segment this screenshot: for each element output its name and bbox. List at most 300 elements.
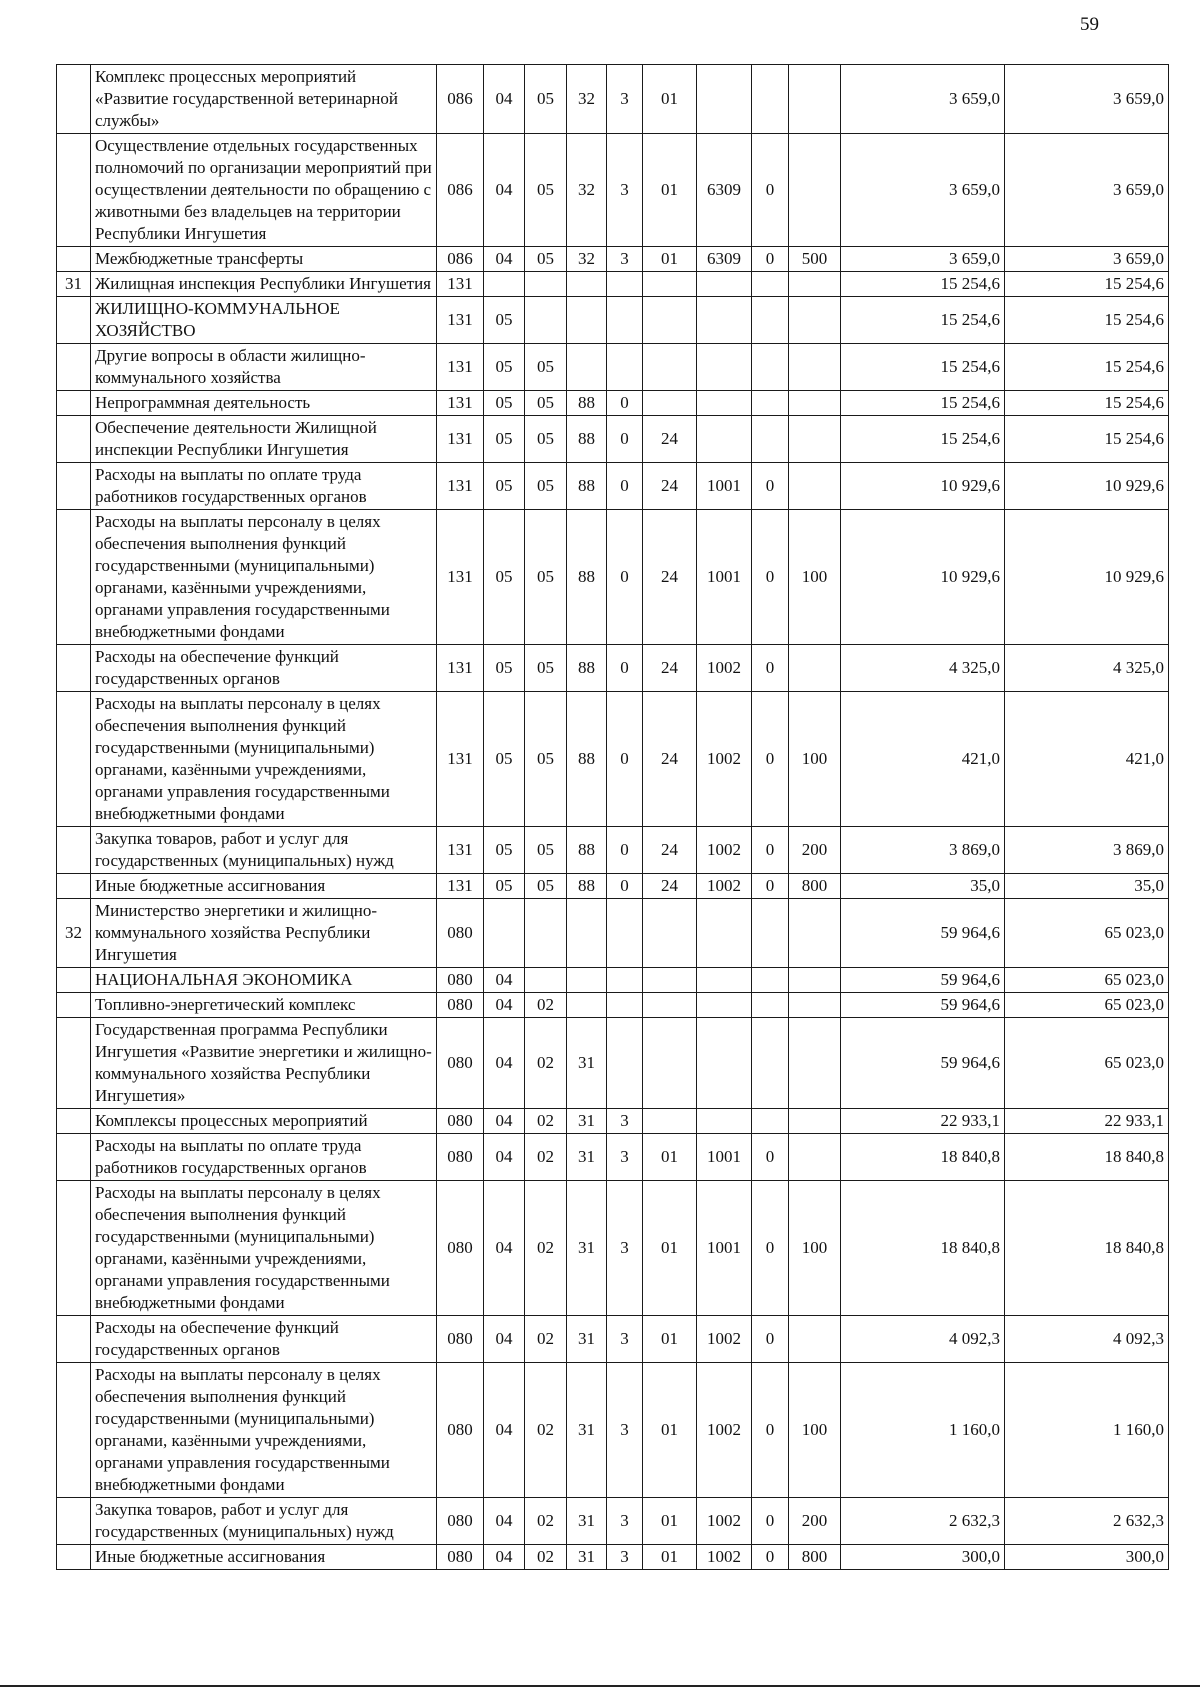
code-program: 31 xyxy=(567,1134,607,1181)
row-number xyxy=(57,463,91,510)
code-ministry: 131 xyxy=(437,297,484,344)
code-subcode xyxy=(752,899,789,968)
code-section: 05 xyxy=(484,391,525,416)
code-type: 0 xyxy=(607,416,643,463)
code-program: 31 xyxy=(567,1316,607,1363)
code-expense: 1001 xyxy=(697,510,752,645)
code-subsection: 02 xyxy=(525,1316,567,1363)
code-section: 05 xyxy=(484,827,525,874)
row-name: Обеспечение деятельности Жилищной инспекции Республики Ингушетия xyxy=(91,416,437,463)
code-direction xyxy=(643,272,697,297)
amount-year2: 18 840,8 xyxy=(1005,1181,1169,1316)
code-kind: 800 xyxy=(789,1545,841,1570)
row-number xyxy=(57,1498,91,1545)
code-ministry: 080 xyxy=(437,1545,484,1570)
code-subsection: 02 xyxy=(525,1545,567,1570)
code-kind: 200 xyxy=(789,827,841,874)
code-subcode xyxy=(752,297,789,344)
code-direction: 01 xyxy=(643,134,697,247)
code-expense: 1002 xyxy=(697,1498,752,1545)
code-ministry: 131 xyxy=(437,510,484,645)
amount-year2: 22 933,1 xyxy=(1005,1109,1169,1134)
table-row xyxy=(57,344,1169,391)
row-number xyxy=(57,391,91,416)
code-expense xyxy=(697,1018,752,1109)
table-row xyxy=(57,247,1169,272)
row-name: Другие вопросы в области жилищно-коммунального хозяйства xyxy=(91,344,437,391)
code-section: 05 xyxy=(484,463,525,510)
code-kind: 100 xyxy=(789,1363,841,1498)
code-program xyxy=(567,344,607,391)
row-name: Государственная программа Республики Ингушетия «Развитие энергетики и жилищно-коммунального хозяйства Республики Ингушетия» xyxy=(91,1018,437,1109)
amount-year2: 2 632,3 xyxy=(1005,1498,1169,1545)
code-subsection: 05 xyxy=(525,247,567,272)
code-kind xyxy=(789,134,841,247)
table-row xyxy=(57,1363,1169,1498)
code-kind: 800 xyxy=(789,874,841,899)
code-kind: 100 xyxy=(789,692,841,827)
table-row xyxy=(57,463,1169,510)
code-kind xyxy=(789,416,841,463)
table-row xyxy=(57,1545,1169,1570)
code-kind xyxy=(789,993,841,1018)
table-row xyxy=(57,272,1169,297)
code-type: 3 xyxy=(607,1316,643,1363)
code-ministry: 086 xyxy=(437,134,484,247)
code-kind xyxy=(789,968,841,993)
row-name: Непрограммная деятельность xyxy=(91,391,437,416)
row-name: Расходы на выплаты персоналу в целях обеспечения выполнения функций государственными (муниципальными) органами, казёнными учреждениями, органами управления государственными внебюджетными фондами xyxy=(91,692,437,827)
code-direction: 24 xyxy=(643,874,697,899)
row-name: НАЦИОНАЛЬНАЯ ЭКОНОМИКА xyxy=(91,968,437,993)
amount-year1: 4 092,3 xyxy=(841,1316,1005,1363)
code-section: 05 xyxy=(484,344,525,391)
code-section: 04 xyxy=(484,1545,525,1570)
code-expense xyxy=(697,344,752,391)
code-section: 04 xyxy=(484,968,525,993)
amount-year1: 3 659,0 xyxy=(841,247,1005,272)
code-expense xyxy=(697,899,752,968)
code-ministry: 131 xyxy=(437,874,484,899)
code-direction: 01 xyxy=(643,1316,697,1363)
amount-year2: 18 840,8 xyxy=(1005,1134,1169,1181)
amount-year2: 4 325,0 xyxy=(1005,645,1169,692)
code-kind xyxy=(789,645,841,692)
table-row xyxy=(57,1134,1169,1181)
table-row xyxy=(57,1181,1169,1316)
table-row xyxy=(57,1316,1169,1363)
code-subcode xyxy=(752,1018,789,1109)
code-ministry: 080 xyxy=(437,899,484,968)
row-number xyxy=(57,692,91,827)
code-type: 0 xyxy=(607,827,643,874)
code-subcode xyxy=(752,344,789,391)
code-subcode xyxy=(752,993,789,1018)
code-expense: 1002 xyxy=(697,874,752,899)
code-type: 0 xyxy=(607,874,643,899)
code-type: 3 xyxy=(607,65,643,134)
code-expense: 1001 xyxy=(697,1181,752,1316)
amount-year1: 15 254,6 xyxy=(841,272,1005,297)
amount-year1: 10 929,6 xyxy=(841,510,1005,645)
code-ministry: 080 xyxy=(437,1363,484,1498)
row-number xyxy=(57,1181,91,1316)
code-ministry: 080 xyxy=(437,968,484,993)
code-type: 3 xyxy=(607,1498,643,1545)
code-subsection: 05 xyxy=(525,463,567,510)
code-ministry: 131 xyxy=(437,692,484,827)
code-ministry: 080 xyxy=(437,1498,484,1545)
code-program: 88 xyxy=(567,874,607,899)
code-subcode: 0 xyxy=(752,510,789,645)
table-row xyxy=(57,827,1169,874)
code-program: 31 xyxy=(567,1545,607,1570)
page-number: 59 xyxy=(1080,14,1099,35)
row-name: Расходы на выплаты персоналу в целях обеспечения выполнения функций государственными (муниципальными) органами, казёнными учреждениями, органами управления государственными внебюджетными фондами xyxy=(91,1181,437,1316)
amount-year1: 59 964,6 xyxy=(841,968,1005,993)
code-ministry: 131 xyxy=(437,827,484,874)
code-section: 04 xyxy=(484,134,525,247)
code-kind xyxy=(789,344,841,391)
amount-year1: 2 632,3 xyxy=(841,1498,1005,1545)
amount-year1: 421,0 xyxy=(841,692,1005,827)
amount-year2: 3 659,0 xyxy=(1005,134,1169,247)
code-type: 3 xyxy=(607,1134,643,1181)
code-type: 3 xyxy=(607,247,643,272)
code-subcode: 0 xyxy=(752,247,789,272)
code-section: 04 xyxy=(484,1498,525,1545)
code-expense xyxy=(697,416,752,463)
code-ministry: 131 xyxy=(437,272,484,297)
amount-year2: 65 023,0 xyxy=(1005,968,1169,993)
code-section xyxy=(484,899,525,968)
code-kind xyxy=(789,272,841,297)
code-ministry: 080 xyxy=(437,1109,484,1134)
row-name: Топливно-энергетический комплекс xyxy=(91,993,437,1018)
code-subcode: 0 xyxy=(752,692,789,827)
amount-year1: 300,0 xyxy=(841,1545,1005,1570)
code-program: 32 xyxy=(567,134,607,247)
code-subsection xyxy=(525,297,567,344)
code-expense xyxy=(697,391,752,416)
code-type: 3 xyxy=(607,1109,643,1134)
code-type: 3 xyxy=(607,1545,643,1570)
row-number xyxy=(57,416,91,463)
code-type xyxy=(607,272,643,297)
amount-year1: 15 254,6 xyxy=(841,297,1005,344)
amount-year1: 18 840,8 xyxy=(841,1134,1005,1181)
amount-year2: 3 659,0 xyxy=(1005,247,1169,272)
code-direction xyxy=(643,968,697,993)
code-ministry: 086 xyxy=(437,247,484,272)
code-subcode: 0 xyxy=(752,645,789,692)
row-name: Расходы на выплаты по оплате труда работников государственных органов xyxy=(91,463,437,510)
code-program: 88 xyxy=(567,416,607,463)
code-direction xyxy=(643,993,697,1018)
row-number xyxy=(57,968,91,993)
code-direction: 24 xyxy=(643,692,697,827)
row-number xyxy=(57,993,91,1018)
amount-year2: 3 659,0 xyxy=(1005,65,1169,134)
code-type: 3 xyxy=(607,1363,643,1498)
code-subsection: 05 xyxy=(525,416,567,463)
code-ministry: 131 xyxy=(437,645,484,692)
amount-year2: 35,0 xyxy=(1005,874,1169,899)
amount-year1: 1 160,0 xyxy=(841,1363,1005,1498)
code-ministry: 080 xyxy=(437,1181,484,1316)
code-program: 88 xyxy=(567,692,607,827)
table-row xyxy=(57,874,1169,899)
code-section: 05 xyxy=(484,645,525,692)
code-subsection: 05 xyxy=(525,344,567,391)
row-number xyxy=(57,827,91,874)
row-number xyxy=(57,874,91,899)
amount-year1: 3 659,0 xyxy=(841,65,1005,134)
amount-year2: 4 092,3 xyxy=(1005,1316,1169,1363)
budget-table-body xyxy=(57,65,1169,1570)
row-name: Расходы на обеспечение функций государственных органов xyxy=(91,645,437,692)
code-subcode: 0 xyxy=(752,1181,789,1316)
code-kind xyxy=(789,297,841,344)
code-ministry: 131 xyxy=(437,416,484,463)
row-name: Расходы на обеспечение функций государственных органов xyxy=(91,1316,437,1363)
table-row xyxy=(57,510,1169,645)
code-kind: 100 xyxy=(789,1181,841,1316)
amount-year1: 59 964,6 xyxy=(841,1018,1005,1109)
row-number: 31 xyxy=(57,272,91,297)
code-expense: 6309 xyxy=(697,247,752,272)
amount-year1: 10 929,6 xyxy=(841,463,1005,510)
code-section: 04 xyxy=(484,1018,525,1109)
code-subsection: 02 xyxy=(525,993,567,1018)
code-subsection: 05 xyxy=(525,510,567,645)
row-name: Министерство энергетики и жилищно-коммунального хозяйства Республики Ингушетия xyxy=(91,899,437,968)
scan-edge-line xyxy=(0,1685,1200,1687)
code-subcode: 0 xyxy=(752,463,789,510)
amount-year2: 3 869,0 xyxy=(1005,827,1169,874)
code-program: 88 xyxy=(567,510,607,645)
code-program: 32 xyxy=(567,247,607,272)
amount-year1: 18 840,8 xyxy=(841,1181,1005,1316)
code-kind: 500 xyxy=(789,247,841,272)
row-number xyxy=(57,1018,91,1109)
amount-year1: 3 659,0 xyxy=(841,134,1005,247)
code-subcode xyxy=(752,65,789,134)
code-expense xyxy=(697,65,752,134)
code-subcode: 0 xyxy=(752,1316,789,1363)
code-type: 0 xyxy=(607,510,643,645)
table-row xyxy=(57,968,1169,993)
code-expense xyxy=(697,1109,752,1134)
amount-year2: 15 254,6 xyxy=(1005,344,1169,391)
code-section: 05 xyxy=(484,297,525,344)
code-kind: 100 xyxy=(789,510,841,645)
row-name: Межбюджетные трансферты xyxy=(91,247,437,272)
code-expense: 1002 xyxy=(697,1316,752,1363)
code-direction xyxy=(643,391,697,416)
table-row xyxy=(57,692,1169,827)
code-kind xyxy=(789,65,841,134)
row-name: Осуществление отдельных государственных полномочий по организации мероприятий при осуществлении деятельности по обращению с животными без владельцев на территории Республики Ингушетия xyxy=(91,134,437,247)
row-number xyxy=(57,1545,91,1570)
code-subsection: 05 xyxy=(525,391,567,416)
code-ministry: 080 xyxy=(437,1316,484,1363)
table-row xyxy=(57,645,1169,692)
code-ministry: 080 xyxy=(437,1134,484,1181)
row-number xyxy=(57,1316,91,1363)
code-ministry: 131 xyxy=(437,463,484,510)
code-subsection: 02 xyxy=(525,1109,567,1134)
code-expense xyxy=(697,272,752,297)
table-row xyxy=(57,65,1169,134)
code-kind: 200 xyxy=(789,1498,841,1545)
amount-year1: 59 964,6 xyxy=(841,899,1005,968)
code-subsection: 05 xyxy=(525,692,567,827)
row-number xyxy=(57,134,91,247)
code-program xyxy=(567,272,607,297)
row-name: Расходы на выплаты персоналу в целях обеспечения выполнения функций государственными (муниципальными) органами, казёнными учреждениями, органами управления государственными внебюджетными фондами xyxy=(91,510,437,645)
code-subcode xyxy=(752,968,789,993)
table-row xyxy=(57,1498,1169,1545)
code-kind xyxy=(789,463,841,510)
code-expense xyxy=(697,968,752,993)
code-direction: 24 xyxy=(643,463,697,510)
row-number xyxy=(57,510,91,645)
code-subsection xyxy=(525,968,567,993)
code-type xyxy=(607,968,643,993)
table-row xyxy=(57,899,1169,968)
amount-year2: 10 929,6 xyxy=(1005,463,1169,510)
code-subsection: 02 xyxy=(525,1134,567,1181)
code-kind xyxy=(789,1134,841,1181)
code-subcode: 0 xyxy=(752,874,789,899)
code-section: 05 xyxy=(484,510,525,645)
amount-year2: 300,0 xyxy=(1005,1545,1169,1570)
code-program: 31 xyxy=(567,1181,607,1316)
code-program xyxy=(567,297,607,344)
row-number xyxy=(57,1109,91,1134)
amount-year2: 1 160,0 xyxy=(1005,1363,1169,1498)
code-subsection: 05 xyxy=(525,827,567,874)
row-name: Закупка товаров, работ и услуг для государственных (муниципальных) нужд xyxy=(91,827,437,874)
code-section: 04 xyxy=(484,1109,525,1134)
code-type: 0 xyxy=(607,391,643,416)
code-expense: 6309 xyxy=(697,134,752,247)
amount-year2: 15 254,6 xyxy=(1005,391,1169,416)
amount-year1: 15 254,6 xyxy=(841,344,1005,391)
row-name: Расходы на выплаты по оплате труда работников государственных органов xyxy=(91,1134,437,1181)
code-ministry: 131 xyxy=(437,344,484,391)
code-subsection: 05 xyxy=(525,874,567,899)
row-name: Комплексы процессных мероприятий xyxy=(91,1109,437,1134)
row-name: Закупка товаров, работ и услуг для государственных (муниципальных) нужд xyxy=(91,1498,437,1545)
code-direction xyxy=(643,344,697,391)
code-subcode: 0 xyxy=(752,1498,789,1545)
code-section: 04 xyxy=(484,1181,525,1316)
code-section: 05 xyxy=(484,874,525,899)
code-direction: 01 xyxy=(643,1181,697,1316)
amount-year2: 15 254,6 xyxy=(1005,297,1169,344)
amount-year1: 59 964,6 xyxy=(841,993,1005,1018)
code-expense xyxy=(697,993,752,1018)
code-direction: 24 xyxy=(643,510,697,645)
code-type xyxy=(607,1018,643,1109)
code-direction xyxy=(643,1018,697,1109)
amount-year2: 15 254,6 xyxy=(1005,416,1169,463)
row-number xyxy=(57,297,91,344)
code-kind xyxy=(789,1316,841,1363)
amount-year1: 35,0 xyxy=(841,874,1005,899)
row-number xyxy=(57,344,91,391)
code-subsection: 05 xyxy=(525,134,567,247)
code-program: 88 xyxy=(567,645,607,692)
code-subsection: 02 xyxy=(525,1181,567,1316)
code-subcode xyxy=(752,416,789,463)
code-direction xyxy=(643,1109,697,1134)
code-direction: 01 xyxy=(643,1545,697,1570)
table-row xyxy=(57,1018,1169,1109)
code-subsection: 05 xyxy=(525,645,567,692)
code-direction: 01 xyxy=(643,1498,697,1545)
row-name: Иные бюджетные ассигнования xyxy=(91,874,437,899)
code-section: 04 xyxy=(484,1134,525,1181)
code-section: 04 xyxy=(484,65,525,134)
code-kind xyxy=(789,1109,841,1134)
code-subcode: 0 xyxy=(752,1363,789,1498)
code-subsection xyxy=(525,899,567,968)
code-type xyxy=(607,344,643,391)
code-program: 88 xyxy=(567,463,607,510)
amount-year2: 15 254,6 xyxy=(1005,272,1169,297)
table-row xyxy=(57,416,1169,463)
code-program xyxy=(567,993,607,1018)
code-kind xyxy=(789,899,841,968)
code-expense: 1002 xyxy=(697,645,752,692)
code-direction xyxy=(643,899,697,968)
code-expense: 1001 xyxy=(697,463,752,510)
code-subsection: 05 xyxy=(525,65,567,134)
code-ministry: 086 xyxy=(437,65,484,134)
code-type: 0 xyxy=(607,645,643,692)
code-section: 04 xyxy=(484,247,525,272)
code-subsection: 02 xyxy=(525,1363,567,1498)
code-type xyxy=(607,993,643,1018)
code-kind xyxy=(789,1018,841,1109)
code-type: 3 xyxy=(607,134,643,247)
code-subcode: 0 xyxy=(752,1545,789,1570)
code-expense: 1002 xyxy=(697,692,752,827)
amount-year2: 65 023,0 xyxy=(1005,993,1169,1018)
row-name: Комплекс процессных мероприятий «Развитие государственной ветеринарной службы» xyxy=(91,65,437,134)
code-expense: 1002 xyxy=(697,1545,752,1570)
table-row xyxy=(57,134,1169,247)
code-type: 3 xyxy=(607,1181,643,1316)
code-direction xyxy=(643,297,697,344)
code-kind xyxy=(789,391,841,416)
code-direction: 01 xyxy=(643,65,697,134)
code-program: 32 xyxy=(567,65,607,134)
code-type xyxy=(607,899,643,968)
code-section xyxy=(484,272,525,297)
code-section: 04 xyxy=(484,1363,525,1498)
code-type: 0 xyxy=(607,463,643,510)
amount-year1: 3 869,0 xyxy=(841,827,1005,874)
code-ministry: 080 xyxy=(437,1018,484,1109)
code-program xyxy=(567,899,607,968)
code-subcode xyxy=(752,1109,789,1134)
amount-year2: 65 023,0 xyxy=(1005,899,1169,968)
row-name: ЖИЛИЩНО-КОММУНАЛЬНОЕ ХОЗЯЙСТВО xyxy=(91,297,437,344)
